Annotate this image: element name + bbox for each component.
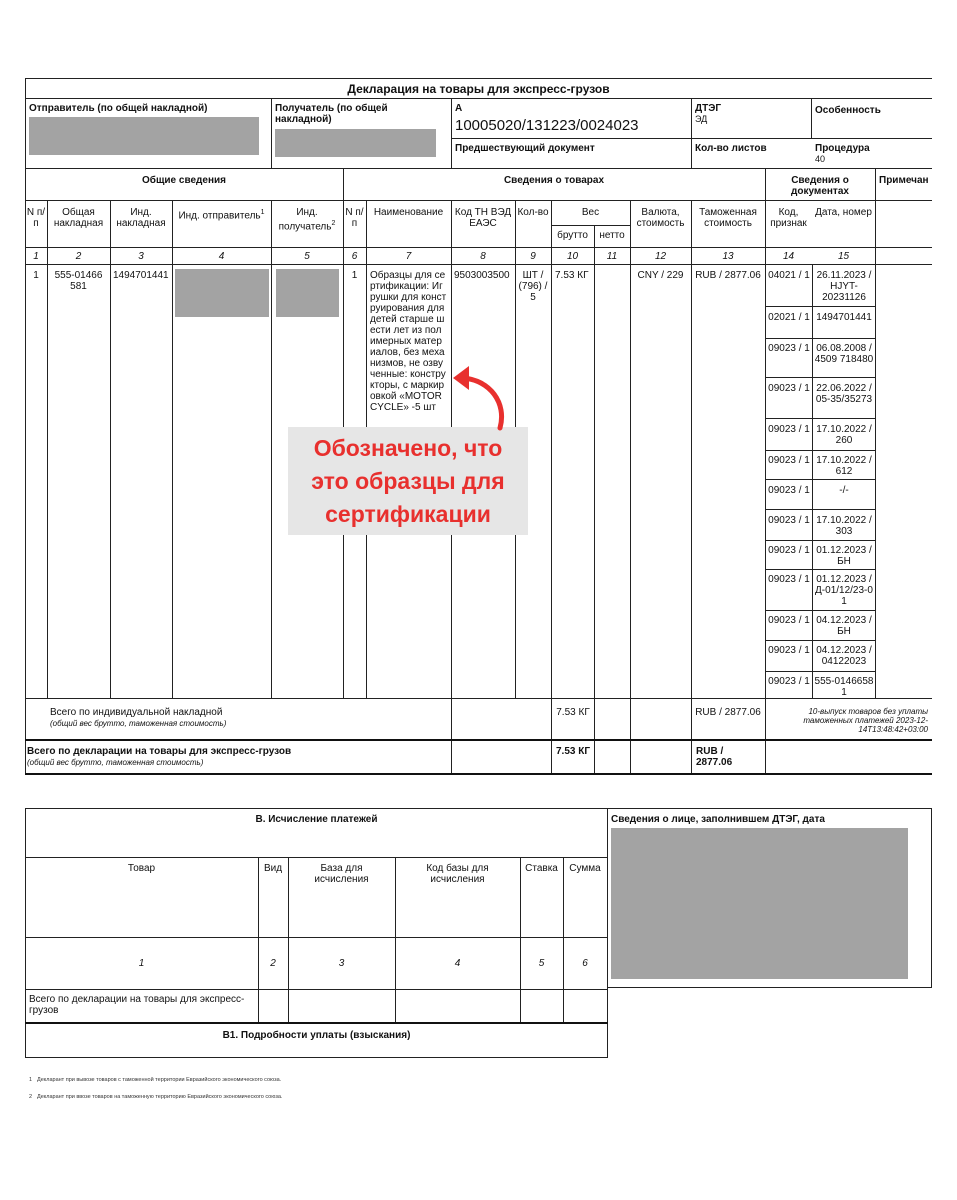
payments-details: В1. Подробности уплаты (взыскания) [222,1030,411,1041]
col-header-14: Код, признак [770,207,807,229]
col-header-1: N п/п [26,207,46,229]
callout-line-2: это образцы для [311,468,505,494]
doc-code: 09023 / 1 [768,545,810,556]
footnote-1-num: 1 [29,1077,33,1083]
col-header-4: Инд. отправитель$^1$ [178,209,265,222]
procedure-value: 40 [815,154,826,164]
doc-code: 04021 / 1 [768,270,810,281]
payments-num: 1 [138,958,145,969]
doc-info: 17.10.2022 / 303 [816,515,872,537]
dteg-value: ЭД [695,114,708,124]
doc-info: 22.06.2022 / 05-35/35273 [815,383,873,405]
col-num: 14 [782,251,795,262]
row-general-awb: 555-01466581 [54,270,103,292]
doc-code: 09023 / 1 [768,343,810,354]
row-n: 1 [33,270,39,281]
curved-arrow-icon [445,358,515,433]
doc-info: 01.12.2023 / Д-01/12/23-01 [815,574,873,607]
footnote-2: Декларант при ввозе товаров на таможенную территорию Евразийского экономического союза. [37,1094,283,1100]
row-gross: 7.53 КГ [555,270,589,281]
page-title: Декларация на товары для экспресс-грузов [347,82,610,96]
footnote-1: Декларант при вывозе товаров с таможенной территории Евразийского экономического союза. [37,1077,282,1083]
total-decl-gross: 7.53 КГ [555,746,590,757]
col-num: 6 [351,251,358,262]
row-ind-awb: 1494701441 [113,270,169,281]
doc-info: -/- [839,485,849,496]
payments-title: В. Исчисление платежей [255,814,378,825]
doc-code: 09023 / 1 [768,574,810,585]
total-ind-sub: (общий вес брутто, таможенная стоимость) [50,719,227,728]
callout-text [288,432,528,531]
redacted-recipient [275,129,436,157]
footnote-2-num: 2 [29,1094,33,1100]
col-num: 5 [304,251,310,262]
payments-num: 5 [538,958,545,969]
col-header-5: Инд. получатель$^2$ [278,207,336,233]
prev-doc-label: Предшествующий документ [455,143,595,154]
row-hs-code: 9503003500 [454,270,510,281]
col-num: 15 [837,251,850,262]
doc-info: 17.10.2022 / 612 [816,455,872,477]
doc-info: 555-01466581 [814,676,874,698]
row-currency: CNY / 229 [637,270,684,281]
doc-code: 09023 / 1 [768,455,810,466]
procedure-label: Процедура [815,143,870,154]
dteg-label: ДТЭГ [695,103,722,114]
col-header-8: Код ТН ВЭД ЕАЭС [454,207,512,229]
col-num: 11 [606,251,618,262]
doc-code: 09023 / 1 [768,645,810,656]
section-docs: Сведения о документах [791,175,849,197]
payments-col-sum: Сумма [569,863,601,874]
row-name: Образцы для се ртификации: Иг рушки для конст руирования для детей старше ш ести лет из пол имерных матер иалов, без меха низмов, не озву ченные: констру кторы, с маркир овкой «MOTOR CYCLE» -5 шт [370,270,447,413]
col-num: 9 [530,251,536,262]
row-item-n: 1 [351,270,358,281]
sheets-label: Кол-во листов [695,143,767,154]
redacted-sender [29,117,259,155]
doc-info: 01.12.2023 / БН [816,545,872,567]
features-label: Особенность [815,105,881,116]
doc-code: 02021 / 1 [768,312,810,323]
col-num: 7 [405,251,412,262]
doc-info: 04.12.2023 / БН [816,615,872,637]
doc-info: 26.11.2023 / HJYT-20231126 [816,270,872,303]
col-header-12: Валюта, стоимость [636,207,685,229]
payments-num: 6 [582,958,588,969]
doc-code: 09023 / 1 [768,424,810,435]
total-ind-label: Всего по индивидуальной накладной [50,707,223,718]
total-ind-customs: RUB / 2877.06 [695,707,761,718]
redacted-ind-recipient [276,269,339,317]
doc-code: 09023 / 1 [768,515,810,526]
col-num: 10 [566,251,579,262]
col-header-9: Кол-во [517,207,549,218]
sender-label: Отправитель (по общей накладной) [29,103,208,114]
total-decl-sub: (общий вес брутто, таможенная стоимость) [27,758,204,767]
col-num: 13 [722,251,734,262]
col-header-2: Общая накладная [53,207,104,229]
declaration-number: 10005020/131223/0024023 [455,117,639,134]
payments-col-goods: Товар [127,863,156,874]
col-header-6: N п/п [345,207,364,229]
col-header-13: Таможенная стоимость [699,207,757,229]
doc-info: 17.10.2022 / 260 [816,424,872,446]
doc-info: 1494701441 [816,312,872,323]
payments-total-label: Всего по декларации на товары для экспресс-грузов [29,994,245,1016]
payments-col-type: Вид [263,863,283,874]
payments-num: 2 [270,958,276,969]
col-num: 8 [480,251,486,262]
redacted-filler [611,828,908,979]
section-goods: Сведения о товарах [503,175,605,186]
a-label: А [455,103,463,114]
doc-code: 09023 / 1 [768,676,810,687]
total-ind-gross: 7.53 КГ [556,707,590,718]
section-general: Общие сведения [142,175,226,186]
col-header-15: Дата, номер [815,207,872,218]
total-decl-label: Всего по декларации на товары для экспресс-грузов [27,746,292,757]
row-qty: ШТ / (796) / 5 [518,270,548,303]
recipient-label: Получатель (по общей накладной) [275,103,388,125]
col-num: 2 [75,251,82,262]
payments-num: 4 [454,958,461,969]
col-num: 12 [654,251,667,262]
col-num: 4 [218,251,225,262]
callout-line-3: сертификации [325,501,491,527]
col-header-7: Наименование [373,207,444,218]
col-header-11: нетто [599,230,625,241]
redacted-ind-sender [175,269,269,317]
payments-col-base: База для исчисления [314,863,369,885]
col-num: 1 [33,251,39,262]
payments-num: 3 [338,958,345,969]
payments-col-rate: Ставка [525,863,558,874]
doc-code: 09023 / 1 [768,383,810,394]
total-ind-note: 10-выпуск товаров без уплаты таможенных платежей 2023-12-14T13:48:42+03:00 [803,707,928,734]
doc-code: 09023 / 1 [768,485,810,496]
col-header-10: брутто [557,230,588,241]
col-header-3: Инд. накладная [116,207,166,229]
doc-info: 04.12.2023 / 04122023 [816,645,872,667]
doc-code: 09023 / 1 [768,615,810,626]
filler-label: Сведения о лице, заполнившем ДТЭГ, дата [611,814,825,825]
total-decl-customs: RUB / 2877.06 [696,746,733,768]
doc-info: 06.08.2008 / 4509 718480 [814,343,874,365]
payments-col-base-code: Код базы для исчисления [426,863,489,885]
col-num: 3 [138,251,144,262]
row-customs: RUB / 2877.06 [695,270,761,281]
col-header-weight: Вес [581,207,600,218]
section-notes: Примечан [879,175,929,186]
callout-line-1: Обозначено, что [313,435,503,461]
